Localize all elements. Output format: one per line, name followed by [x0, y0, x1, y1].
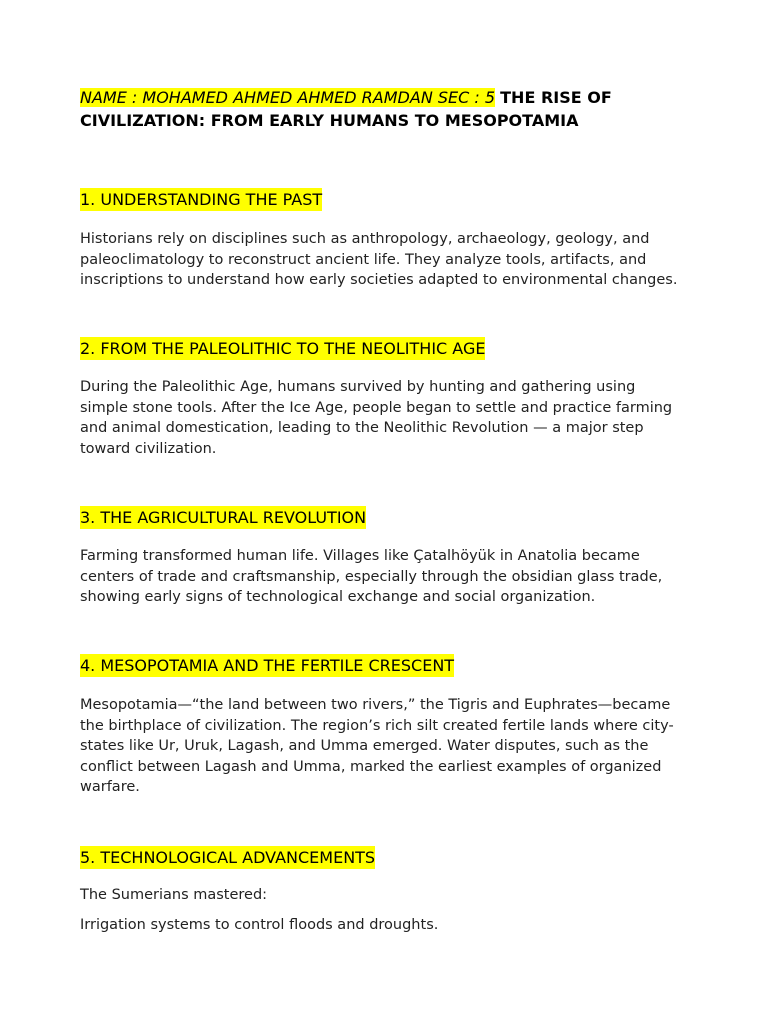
title-text: THE RISE OF CIVILIZATION: FROM EARLY HUMANS TO MESOPOTAMIA	[80, 88, 612, 130]
section-heading-3	[80, 506, 366, 529]
student-name-line: NAME : MOHAMED AHMED AHMED RAMDAN SEC : 5	[80, 88, 496, 107]
section-heading-text: 1. UNDERSTANDING THE PAST	[80, 190, 323, 209]
document-title	[80, 86, 690, 132]
section-body-2: During the Paleolithic Age, humans survived by hunting and gathering using simple stone tools. After the Ice Age, people began to settle and practice farming and animal domestication, leading to the Neolithic Revolution — a major step toward civilization.	[80, 379, 673, 457]
section-body-1: Historians rely on disciplines such as anthropology, archaeology, geology, and paleoclimatology to reconstruct ancient life. They analyze tools, artifacts, and inscriptions to understand how early societies adapted to environmental changes.	[80, 231, 678, 288]
section-heading-4	[80, 654, 454, 677]
section-heading-text: 4. MESOPOTAMIA AND THE FERTILE CRESCENT	[80, 656, 455, 675]
section-heading-5	[80, 846, 375, 869]
section-heading-text: 2. FROM THE PALEOLITHIC TO THE NEOLITHIC AGE	[80, 339, 486, 358]
section-heading-2	[80, 337, 485, 360]
section-heading-text: 5. TECHNOLOGICAL ADVANCEMENTS	[80, 848, 376, 867]
section-heading-text: 3. THE AGRICULTURAL REVOLUTION	[80, 508, 367, 527]
section-body-4: Mesopotamia—“the land between two rivers,” the Tigris and Euphrates—became the birthplace of civilization. The region’s rich silt created fertile lands where city-states like Ur, Uruk, Lagash, and Umma emerged. Water disputes, such as the conflict between Lagash and Umma, marked the earliest examples of organized warfare.	[80, 697, 674, 795]
section-heading-1	[80, 188, 322, 211]
section-body-3: Farming transformed human life. Villages like Çatalhöyük in Anatolia became centers of trade and craftsmanship, especially through the obsidian glass trade, showing early signs of technological exchange and social organization.	[80, 548, 663, 605]
section-body-5-item: Irrigation systems to control floods and droughts.	[80, 917, 439, 933]
section-body-5: The Sumerians mastered:	[80, 887, 268, 903]
